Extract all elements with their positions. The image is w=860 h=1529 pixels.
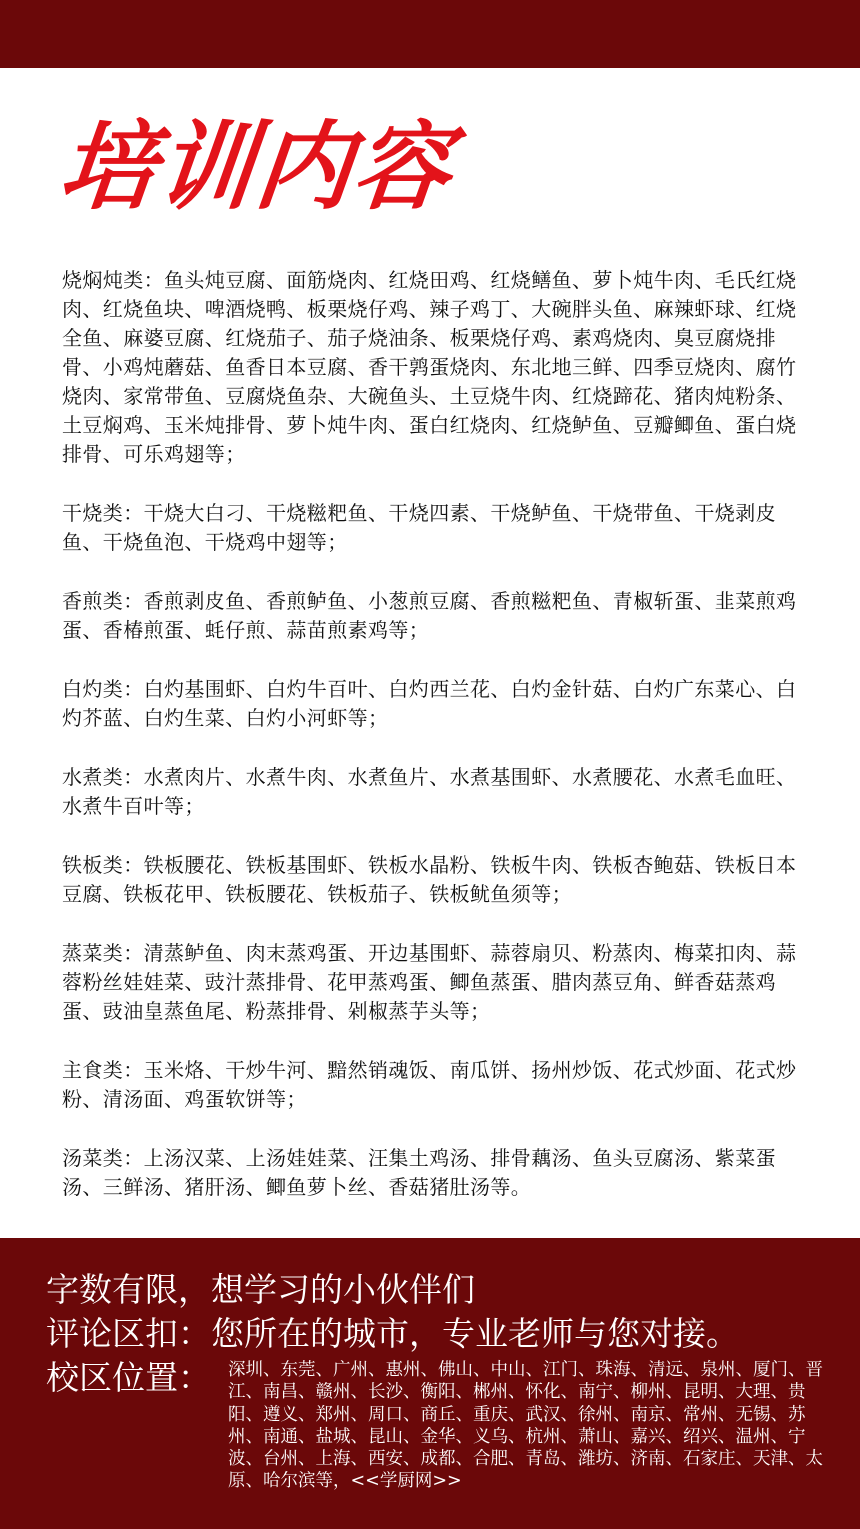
section-label: 香煎类： xyxy=(62,589,144,613)
section-label: 铁板类： xyxy=(62,853,144,877)
section-label: 干烧类： xyxy=(62,501,144,525)
section-text: 干烧大白刁、干烧糍粑鱼、干烧四素、干烧鲈鱼、干烧带鱼、干烧剥皮鱼、干烧鱼泡、干烧鸡中翅等； xyxy=(62,501,777,554)
section-label: 主食类： xyxy=(62,1058,144,1082)
section-label: 白灼类： xyxy=(62,677,144,701)
section-blanched xyxy=(62,675,804,733)
section-dry-braised xyxy=(62,499,804,557)
section-pan-fried xyxy=(62,587,804,645)
footer-message-line2: 评论区扣：您所在的城市，专业老师与您对接。 xyxy=(46,1314,739,1353)
campus-city-list: 深圳、东莞、广州、惠州、佛山、中山、江门、珠海、清远、泉州、厦门、晋江、南昌、赣州、长沙、衡阳、郴州、怀化、南宁、柳州、昆明、大理、贵阳、遵义、郑州、周口、商丘、重庆、武汉、徐州、南京、常州、无锡、苏州、南通、盐城、昆山、金华、义乌、杭州、萧山、嘉兴、绍兴、温州、宁波、台州、上海、西安、成都、合肥、青岛、潍坊、济南、石家庄、天津、太原、哈尔滨等，<<学厨网>> xyxy=(228,1360,823,1492)
section-text: 水煮肉片、水煮牛肉、水煮鱼片、水煮基围虾、水煮腰花、水煮毛血旺、水煮牛百叶等； xyxy=(62,765,797,818)
course-content xyxy=(62,266,804,1232)
section-label: 水煮类： xyxy=(62,765,144,789)
section-text: 玉米烙、干炒牛河、黯然销魂饭、南瓜饼、扬州炒饭、花式炒面、花式炒粉、清汤面、鸡蛋软饼等； xyxy=(62,1058,797,1111)
section-text: 铁板腰花、铁板基围虾、铁板水晶粉、铁板牛肉、铁板杏鲍菇、铁板日本豆腐、铁板花甲、铁板腰花、铁板茄子、铁板鱿鱼须等； xyxy=(62,853,797,906)
section-boiled xyxy=(62,763,804,821)
section-text: 清蒸鲈鱼、肉末蒸鸡蛋、开边基围虾、蒜蓉扇贝、粉蒸肉、梅菜扣肉、蒜蓉粉丝娃娃菜、豉汁蒸排骨、花甲蒸鸡蛋、鲫鱼蒸蛋、腊肉蒸豆角、鲜香菇蒸鸡蛋、豉油皇蒸鱼尾、粉蒸排骨、剁椒蒸芋头等； xyxy=(62,941,797,1023)
campus-label: 校区位置： xyxy=(46,1358,211,1397)
section-soup xyxy=(62,1144,804,1202)
top-banner xyxy=(0,0,860,68)
section-label: 蒸菜类： xyxy=(62,941,144,965)
section-staple xyxy=(62,1056,804,1114)
page-title: 培训内容 xyxy=(54,111,458,223)
section-text: 白灼基围虾、白灼牛百叶、白灼西兰花、白灼金针菇、白灼广东菜心、白灼芥蓝、白灼生菜、白灼小河虾等； xyxy=(62,677,797,730)
section-label: 烧焖炖类： xyxy=(62,268,164,292)
section-text: 上汤汉菜、上汤娃娃菜、汪集土鸡汤、排骨藕汤、鱼头豆腐汤、紫菜蛋汤、三鲜汤、猪肝汤、鲫鱼萝卜丝、香菇猪肚汤等。 xyxy=(62,1146,777,1199)
footer-message-line1: 字数有限，想学习的小伙伴们 xyxy=(46,1270,475,1309)
section-steamed xyxy=(62,939,804,1026)
section-label: 汤菜类： xyxy=(62,1146,144,1170)
footer-banner xyxy=(0,1238,860,1529)
section-text: 鱼头炖豆腐、面筋烧肉、红烧田鸡、红烧鳝鱼、萝卜炖牛肉、毛氏红烧肉、红烧鱼块、啤酒烧鸭、板栗烧仔鸡、辣子鸡丁、大碗胖头鱼、麻辣虾球、红烧全鱼、麻婆豆腐、红烧茄子、茄子烧油条、板栗烧仔鸡、素鸡烧肉、臭豆腐烧排骨、小鸡炖蘑菇、鱼香日本豆腐、香干鹑蛋烧肉、东北地三鲜、四季豆烧肉、腐竹烧肉、家常带鱼、豆腐烧鱼杂、大碗鱼头、土豆烧牛肉、红烧蹄花、猪肉炖粉条、土豆焖鸡、玉米炖排骨、萝卜炖牛肉、蛋白红烧肉、红烧鲈鱼、豆瓣鲫鱼、蛋白烧排骨、可乐鸡翅等； xyxy=(62,268,797,466)
section-iron-plate xyxy=(62,851,804,909)
section-text: 香煎剥皮鱼、香煎鲈鱼、小葱煎豆腐、香煎糍粑鱼、青椒斩蛋、韭菜煎鸡蛋、香椿煎蛋、蚝仔煎、蒜苗煎素鸡等； xyxy=(62,589,797,642)
section-braised xyxy=(62,266,804,469)
